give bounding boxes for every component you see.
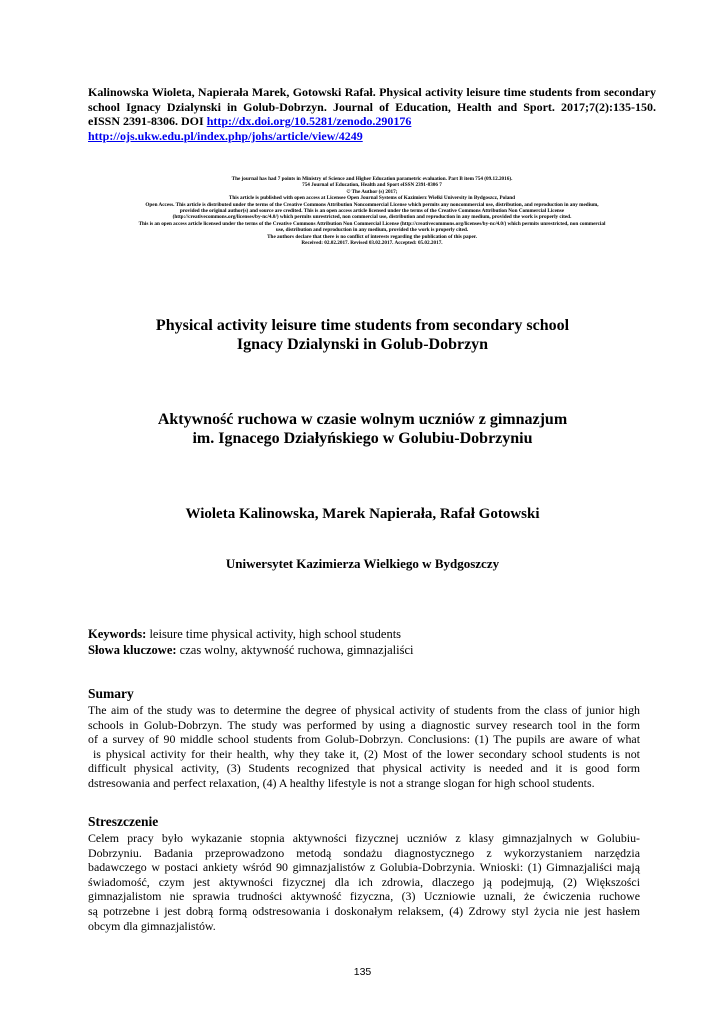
keywords-pl-value: czas wolny, aktywność ruchowa, gimnazjaliści (176, 643, 414, 657)
streszczenie-line: badawczego w postaci ankiety wśród 90 gimnazjalistów z Golubia-Dobrzynia. Wnioski: (1) Gimnazjaliści mają (88, 860, 640, 875)
summary-line: of a survey of 90 middle school students from Golub-Dobrzyn. Conclusions: (1) The pupils are aware of what (88, 732, 640, 747)
authors: Wioleta Kalinowska, Marek Napierała, Rafał Gotowski (185, 506, 540, 522)
notice-line: (http://creativecommons.org/licenses/by-nc/4.0/) which permits unrestricted, non commercial use, distribution and reproduction in any medium, provided the work is properly cited. (172, 214, 572, 221)
notice-line: Open Access. This article is distributed under the terms of the Creative Commons Attribution Noncommercial License which permits any noncommercial use, distribution, and reproduction in any medium, (145, 201, 599, 208)
notice-line: © The Author (s) 2017; (346, 188, 398, 195)
title-polish (60, 410, 665, 448)
citation-block (88, 85, 656, 143)
notice-line: 754 Journal of Education, Health and Sport eISSN 2391-8306 7 (302, 182, 442, 189)
title-english (60, 316, 665, 354)
notice-line: provided the original author(s) and source are credited. This is an open access article licensed under the terms of the Creative Commons Attribution Non Commercial License (179, 208, 565, 215)
notice-line: use, distribution and reproduction in any medium, provided the work is properly cited. (275, 227, 469, 234)
streszczenie-line: obcym dla gimnazjalistów. (88, 918, 216, 933)
title-english-line: Ignacy Dzialynski in Golub-Dobrzyn (236, 336, 489, 353)
summary-line: is physical activity for their health, why they take it, (2) Most of the lower secondary school students is not (88, 746, 640, 761)
keywords-block (88, 626, 656, 658)
notice-line: The journal has had 7 points in Ministry of Science and Higher Education parametric evaluation. Part B item 754 (09.12.2016). (231, 176, 513, 182)
notice-line: This article is published with open access at Licensee Open Journal Systems of Kazimierz Wielki University in Bydgoszcz, Poland (228, 195, 516, 202)
title-english-line: Physical activity leisure time students from secondary school (155, 317, 570, 334)
summary-line: schools in Golub-Dobrzyn. The study was performed by using a diagnostic survey research tool in the form (88, 717, 640, 732)
summary-body (88, 703, 640, 791)
affiliation: Uniwersytet Kazimierza Wielkiego w Bydgoszczy (225, 556, 500, 571)
keywords-en (88, 626, 656, 642)
page-number: 135 (353, 966, 372, 978)
summary-line: The aim of the study was to determine the degree of physical activity of students from the class of junior high (88, 703, 640, 717)
streszczenie-line: Celem pracy było wykazanie stopnia aktywności fizycznej uczniów z klasy gimnazjalnych w Golubiu- (88, 831, 640, 845)
title-polish-line: im. Ignacego Działyńskiego w Golubiu-Dobrzyniu (192, 430, 533, 447)
summary-line: difficult physical activity, (3) Students recognized that physical activity is needed and it is good form (88, 761, 640, 776)
keywords-en-label: Keywords: (88, 627, 147, 641)
notice-line: The authors declare that there is no conflict of interests regarding the publication of this paper. (267, 233, 477, 240)
summary-heading: Sumary (88, 686, 134, 701)
streszczenie-body (88, 831, 640, 933)
streszczenie-line: świadomość, czym jest aktywności fizycznej dla ich zdrowia, dlaczego ją podejmują, (2) Większości (88, 874, 640, 889)
keywords-pl (88, 642, 656, 658)
streszczenie-line: Dobrzyniu. Badania przeprowadzono metodą sondażu diagnostycznego z wykorzystaniem narzędzia (88, 845, 640, 860)
notice-line: This is an open access article licensed under the terms of the Creative Commons Attribution Non Commercial License (http://creativecommons.org/licenses/by-nc/4.0/) which permits unrestricted, non commercial (138, 220, 606, 227)
streszczenie-heading: Streszczenie (88, 814, 159, 829)
citation-text: Kalinowska Wioleta, Napierała Marek, Gotowski Rafał. Physical activity leisure time students from secondary school Ignacy Dzialynski in Golub-Dobrzyn. Journal of Education, Health and Sport. 2017;7(2):135-150. eISSN 2391-8306. DOI (88, 85, 656, 128)
notice-line: Received: 02.02.2017. Revised 03.02.2017. Accepted: 05.02.2017. (301, 240, 443, 247)
keywords-pl-label: Słowa kluczowe: (88, 643, 177, 657)
streszczenie-line: gimnazjalistom nie sprawia trudności aktywność fizyczna, (3) Uczniowie uznali, że ćwiczenia ruchowe (88, 889, 640, 904)
article-link[interactable]: http://ojs.ukw.edu.pl/index.php/johs/article/view/4249 (88, 128, 363, 143)
journal-notice (95, 176, 649, 246)
summary-line: dstresowania and perfect relaxation, (4) A healthy lifestyle is not a strange slogan for high school students. (88, 775, 595, 790)
streszczenie-line: są potrzebne i jest dobrą formą odstresowania i doskonałym relaksem, (4) Zdrowy styl życia nie jest hasłem (88, 903, 640, 918)
keywords-en-value: leisure time physical activity, high school students (146, 627, 402, 641)
doi-link[interactable]: http://dx.doi.org/10.5281/zenodo.290176 (206, 114, 412, 128)
title-polish-line: Aktywność ruchowa w czasie wolnym uczniów z gimnazjum (157, 411, 568, 428)
